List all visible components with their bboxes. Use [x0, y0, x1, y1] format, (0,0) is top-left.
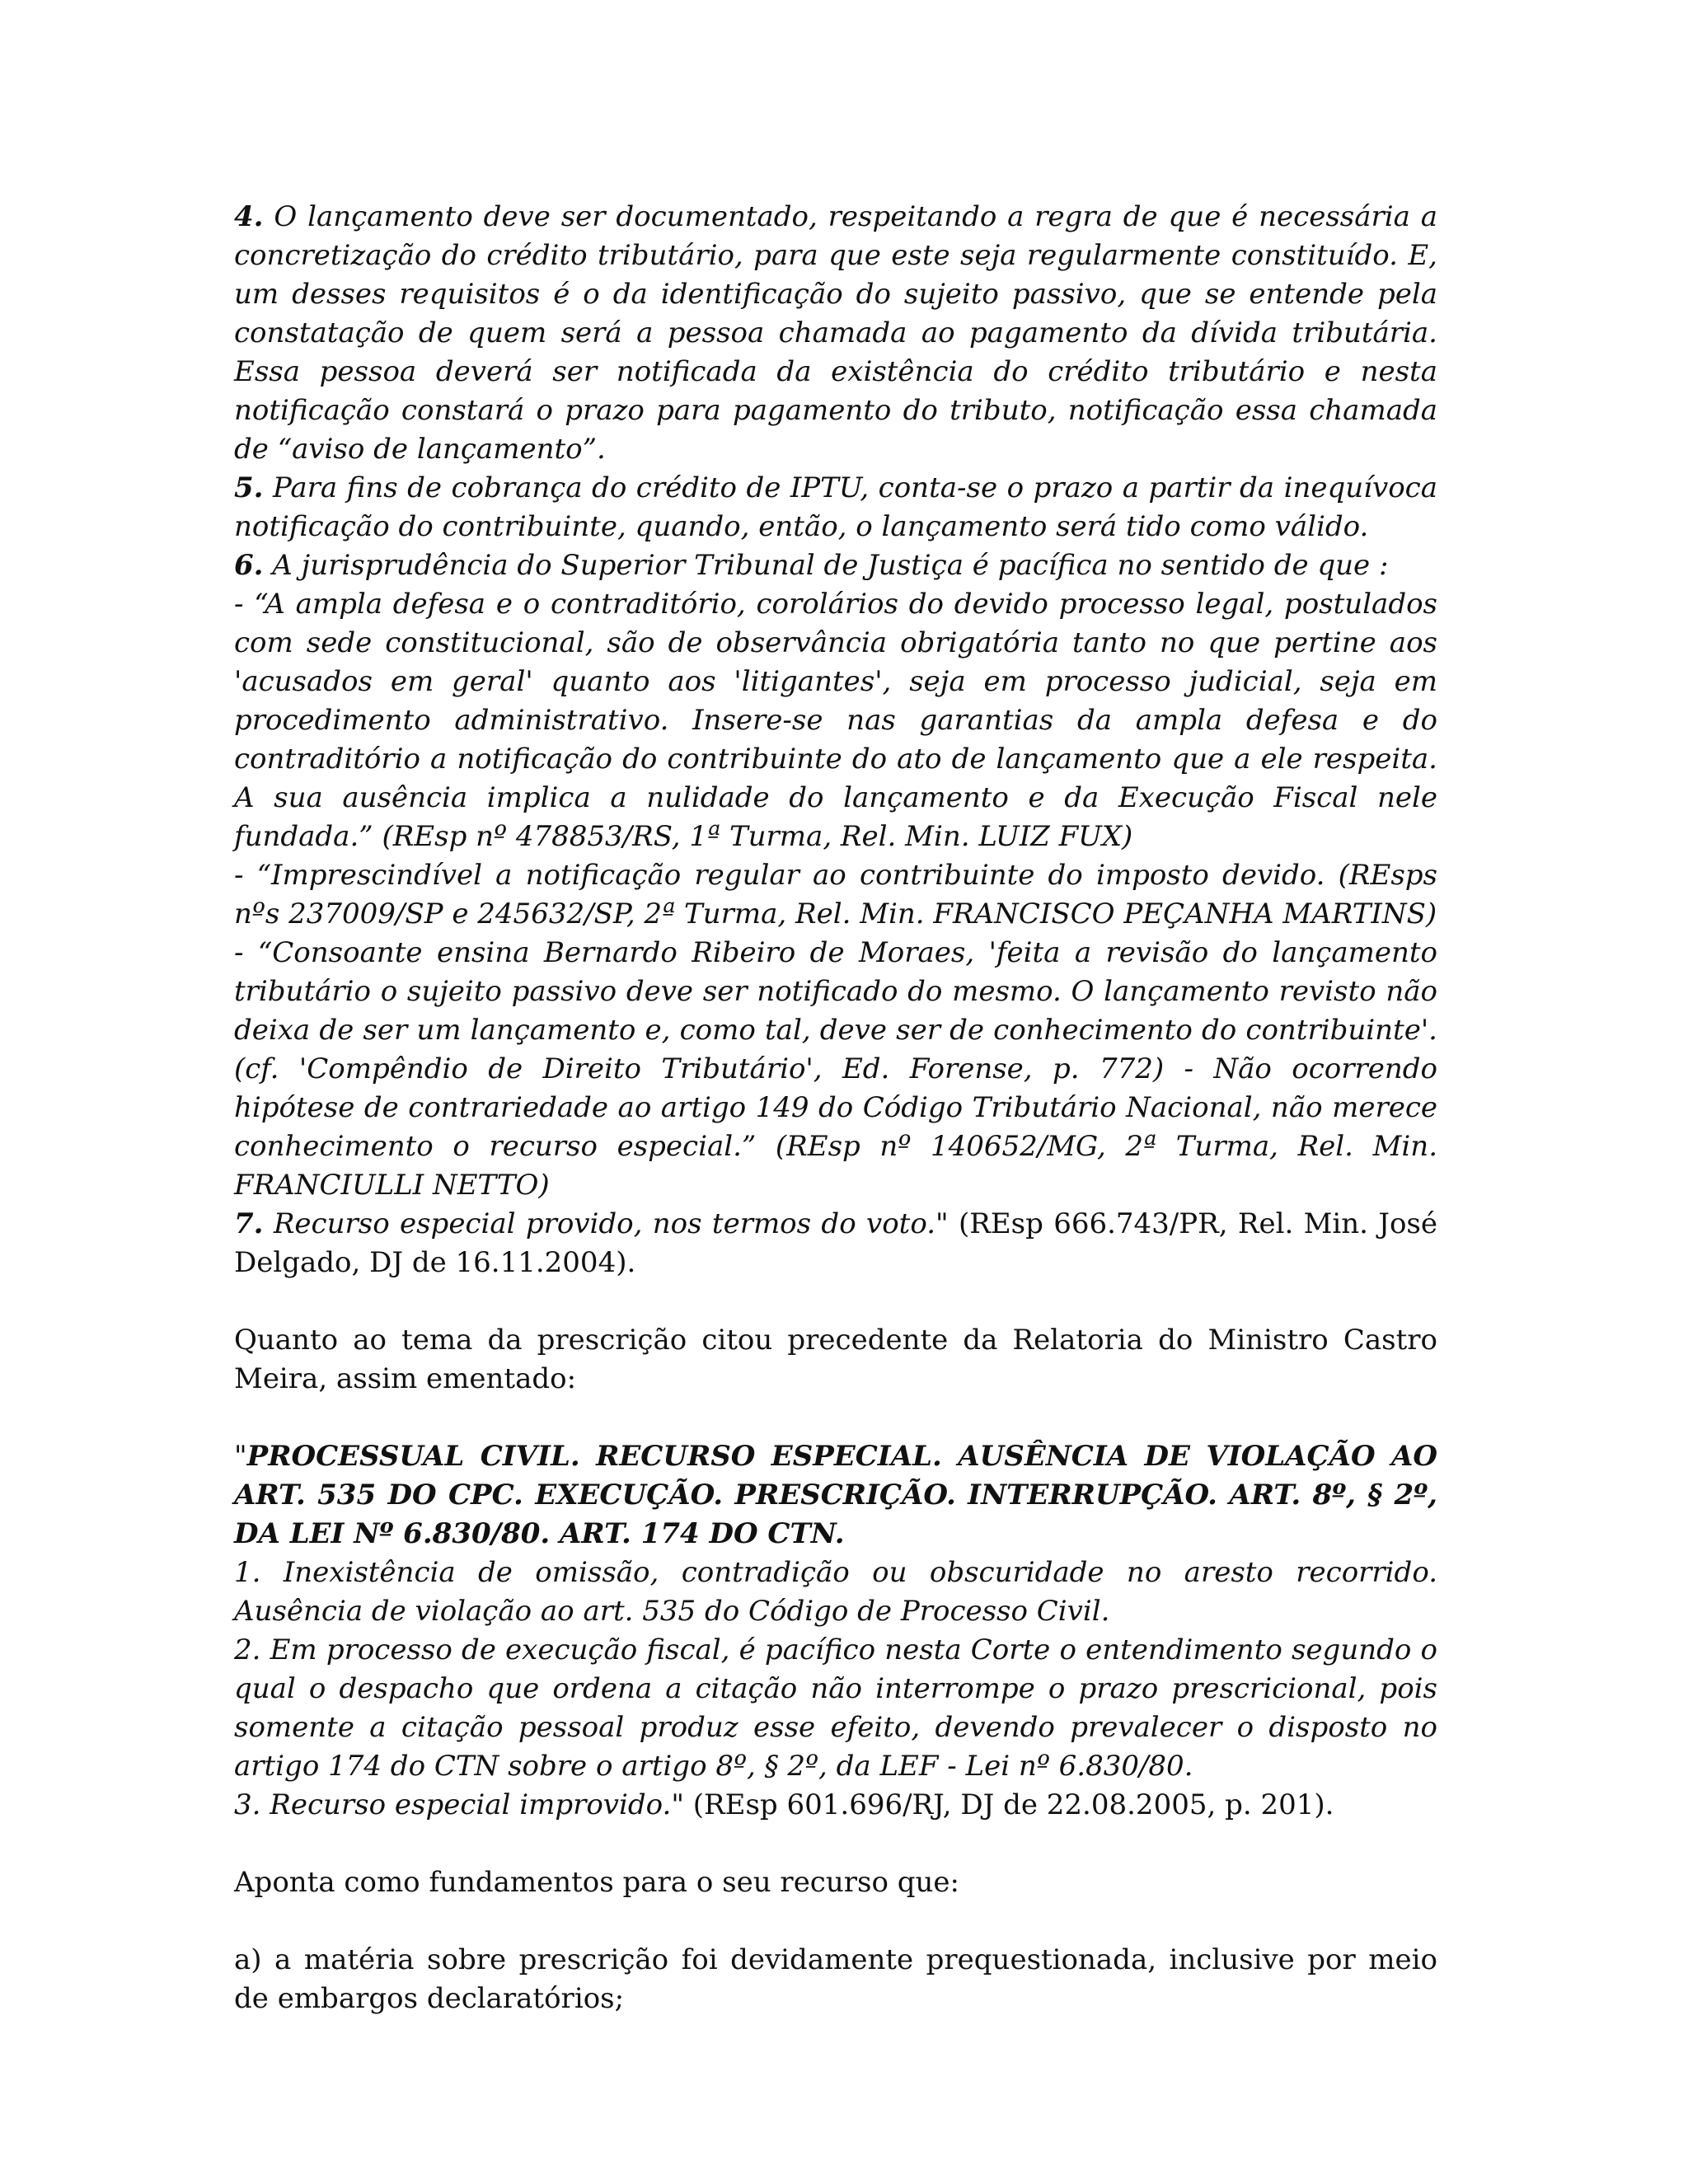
spacer: [234, 1399, 1437, 1437]
spacer: [234, 1282, 1437, 1321]
item-text: 3. Recurso especial improvido.: [234, 1788, 672, 1821]
ementa-heading: [234, 1437, 1437, 1554]
ground-item-a: a) a matéria sobre prescrição foi devidamente prequestionada, inclusive por meio de embargos declaratórios;: [234, 1943, 1437, 2015]
open-quote: ": [234, 1440, 247, 1473]
citation-3: - “Consoante ensina Bernardo Ribeiro de Moraes, 'feita a revisão do lançamento tributário o sujeito passivo deve ser notificado do mesmo. O lançamento revisto não deixa de ser um lançamento e, como tal, deve ser de conhecimento do contribuinte'. (cf. 'Compêndio de Direito Tributário', Ed. Forense, p. 772) - Não ocorrendo hipótese de contrariedade ao artigo 149 do Código Tributário Nacional, não merece conhecimento o recurso especial.” (REsp nº 140652/MG, 2ª Turma, Rel. Min. FRANCIULLI NETTO): [234, 936, 1437, 1202]
item-number: 5.: [234, 471, 264, 504]
spacer: [234, 1902, 1437, 1941]
item-text: Para fins de cobrança do crédito de IPTU, conta-se o prazo a partir da inequívoca notificação do contribuinte, quando, então, o lançamento será tido como válido.: [234, 471, 1437, 543]
document-page: [234, 198, 1437, 2018]
item-text: O lançamento deve ser documentado, respeitando a regra de que é necessária a concretização do crédito tributário, para que este seja regularmente constituído. E, um desses requisitos é o da identificação do sujeito passivo, que se entende pela constatação de quem será a pessoa chamada ao pagamento da dívida tributária. Essa pessoa deverá ser notificada da existência do crédito tributário e nesta notificação constará o prazo para pagamento do tributo, notificação essa chamada de “aviso de lançamento”.: [234, 200, 1437, 466]
quote-item-7: [234, 1205, 1437, 1282]
citation-2: - “Imprescindível a notificação regular ao contribuinte do imposto devido. (REsps nºs 237009/SP e 245632/SP, 2ª Turma, Rel. Min. FRANCISCO PEÇANHA MARTINS): [234, 859, 1437, 930]
quote-item-4: [234, 198, 1437, 469]
heading-text: PROCESSUAL CIVIL. RECURSO ESPECIAL. AUSÊNCIA DE VIOLAÇÃO AO ART. 535 DO CPC. EXECUÇÃO. PRESCRIÇÃO. INTERRUPÇÃO. ART. 8º, § 2º, DA LEI Nº 6.830/80. ART. 174 DO CTN.: [234, 1440, 1437, 1550]
spacer: [234, 1825, 1437, 1863]
item-text: Recurso especial provido, nos termos do voto.": [263, 1207, 949, 1240]
item-number: 6.: [234, 549, 264, 582]
case-reference: (REsp 666.743/PR, Rel. Min. José Delgado, DJ de 16.11.2004).: [234, 1207, 1437, 1279]
ementa-item-2: 2. Em processo de execução fiscal, é pacífico nesta Corte o entendimento segundo o qual o despacho que ordena a citação não interrompe o prazo prescricional, pois somente a citação pessoal produz esse efeito, devendo prevalecer o disposto no artigo 174 do CTN sobre o artigo 8º, § 2º, da LEF - Lei nº 6.830/80.: [234, 1633, 1437, 1783]
quote-item-5: [234, 469, 1437, 546]
ementa-item-1: 1. Inexistência de omissão, contradição ou obscuridade no aresto recorrido. Ausência de violação ao art. 535 do Código de Processo Civil.: [234, 1556, 1437, 1628]
intro-paragraph: Quanto ao tema da prescrição citou precedente da Relatoria do Ministro Castro Meira, assim ementado:: [234, 1324, 1437, 1395]
item-number: 7.: [234, 1207, 264, 1240]
citation-1: - “A ampla defesa e o contraditório, corolários do devido processo legal, postulados com sede constitucional, são de observância obrigatória tanto no que pertine aos 'acusados em geral' quanto aos 'litigantes', seja em processo judicial, seja em procedimento administrativo. Insere-se nas garantias da ampla defesa e do contraditório a notificação do contribuinte do ato de lançamento que a ele respeita. A sua ausência implica a nulidade do lançamento e da Execução Fiscal nele fundada.” (REsp nº 478853/RS, 1ª Turma, Rel. Min. LUIZ FUX): [234, 588, 1437, 853]
item-text: A jurisprudência do Superior Tribunal de Justiça é pacífica no sentido de que :: [263, 549, 1389, 582]
ementa-item-3: [234, 1786, 1437, 1825]
item-number: 4.: [234, 200, 264, 233]
quote-item-6: [234, 546, 1437, 585]
case-reference: " (REsp 601.696/RJ, DJ de 22.08.2005, p. 201).: [671, 1788, 1334, 1821]
grounds-intro: Aponta como fundamentos para o seu recurso que:: [234, 1866, 959, 1899]
